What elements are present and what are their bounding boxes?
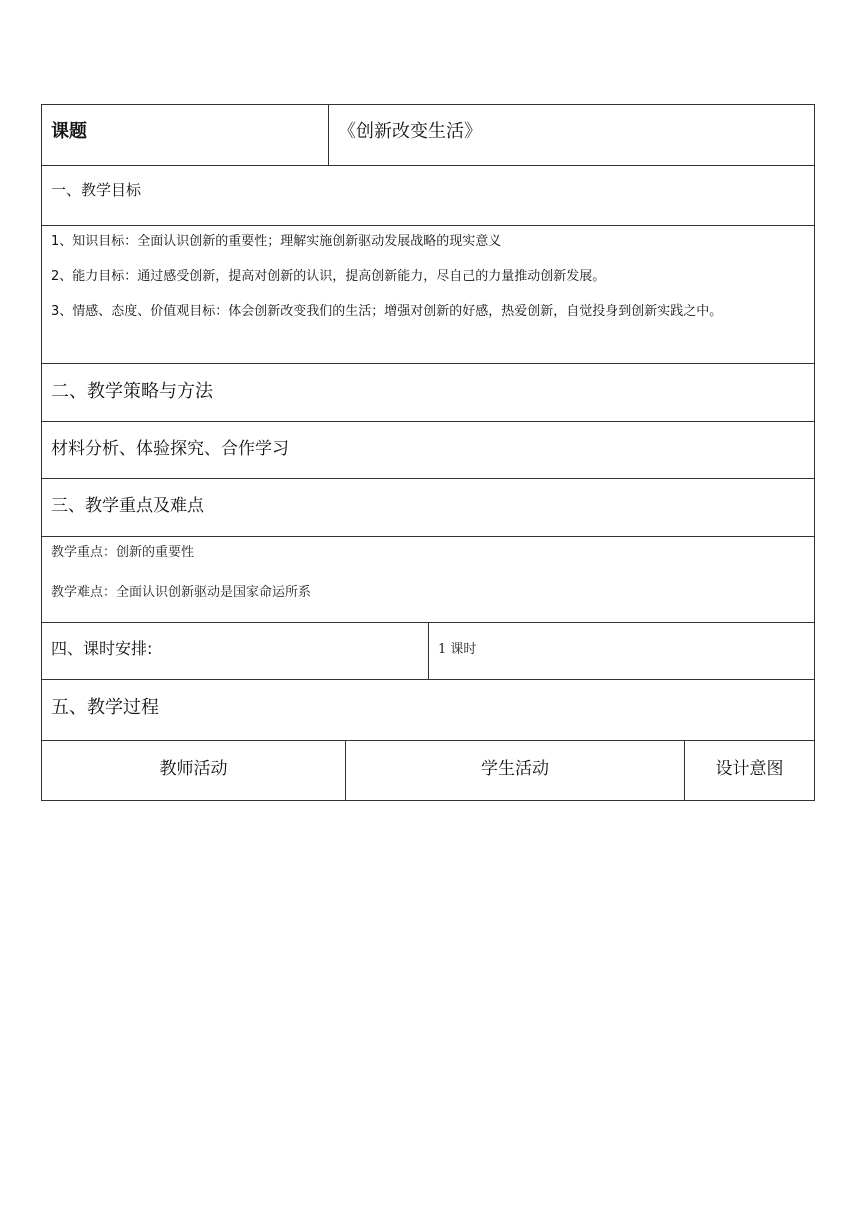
- points-row: [42, 537, 815, 623]
- goal-emotion: 3、情感、态度、价值观目标：体会创新改变我们的生活；增强对创新的好感，热爱创新，自觉投身到创新实践之中。: [51, 304, 723, 319]
- schedule-row: [42, 623, 815, 680]
- goals-row: [42, 226, 815, 364]
- key-point: 教学重点：创新的重要性: [51, 545, 195, 560]
- points-cell: [42, 537, 815, 622]
- section2-heading: 二、教学策略与方法: [42, 364, 815, 421]
- schedule-label: 四、课时安排:: [42, 623, 429, 679]
- section3-heading: 三、教学重点及难点: [42, 479, 815, 536]
- lesson-plan-table: [41, 104, 815, 801]
- column-teacher-activity: 教师活动: [42, 741, 346, 800]
- difficult-point: 教学难点：全面认识创新驱动是国家命运所系: [51, 585, 312, 600]
- section5-row: [42, 680, 815, 741]
- topic-row: [42, 105, 815, 166]
- methods-content: 材料分析、体验探究、合作学习: [42, 422, 815, 478]
- schedule-value: 1 课时: [429, 623, 815, 679]
- section1-row: [42, 166, 815, 226]
- column-student-activity: 学生活动: [346, 741, 685, 800]
- goals-cell: [42, 226, 815, 363]
- topic-value: 《创新改变生活》: [329, 105, 815, 165]
- process-header-row: [42, 741, 815, 801]
- column-design-intent: 设计意图: [685, 741, 815, 800]
- section3-row: [42, 479, 815, 537]
- topic-label: 课题: [42, 105, 329, 165]
- goal-knowledge: 1、知识目标：全面认识创新的重要性；理解实施创新驱动发展战略的现实意义: [51, 234, 502, 249]
- section2-row: [42, 364, 815, 422]
- section5-heading: 五、教学过程: [42, 680, 815, 740]
- section1-heading: 一、教学目标: [42, 166, 815, 225]
- methods-row: [42, 422, 815, 479]
- goal-ability: 2、能力目标：通过感受创新，提高对创新的认识，提高创新能力，尽自己的力量推动创新发展。: [51, 269, 606, 284]
